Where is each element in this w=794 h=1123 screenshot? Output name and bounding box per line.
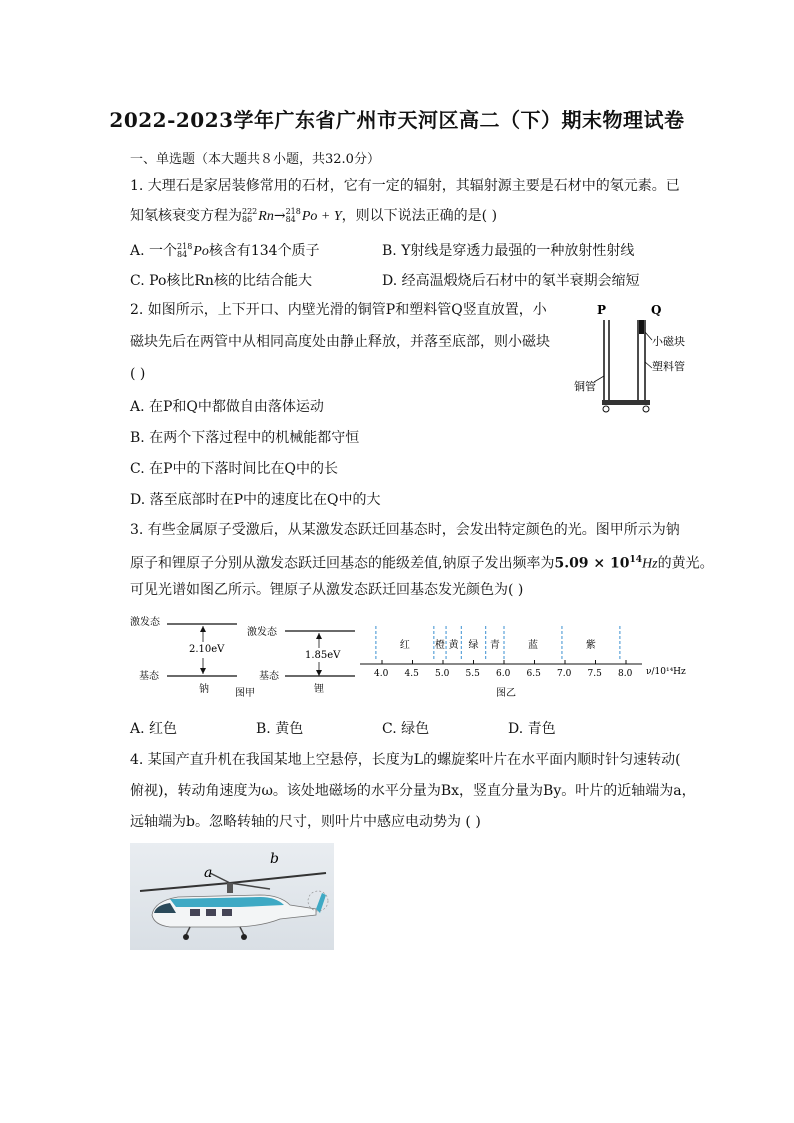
energy-level-figure: [125, 612, 375, 704]
spectrum-axis-unit: ν/10¹⁴Hz: [646, 667, 686, 677]
na-ground-label: 基态: [139, 671, 159, 682]
page-title: 2022-2023学年广东省广州市天河区高二（下）期末物理试卷: [109, 108, 685, 132]
tube-p-label: P: [597, 303, 607, 317]
q3-option-c[interactable]: C. 绿色: [382, 721, 430, 737]
q1-option-c[interactable]: C. Po核比Rn核的比结合能大: [130, 273, 312, 289]
q2-line3: ( ): [130, 366, 146, 382]
q3-option-a[interactable]: A. 红色: [130, 721, 178, 737]
na-label: 钠: [199, 684, 209, 695]
na-excited-label: 激发态: [130, 617, 160, 628]
q3-option-d[interactable]: D. 青色: [508, 721, 556, 737]
figure-b-caption: 图乙: [496, 688, 516, 699]
blade-end-b-label: b: [270, 851, 279, 867]
plastic-tube-label: 塑料管: [652, 360, 685, 373]
na-energy-label: 2.10eV: [189, 644, 225, 655]
q1-option-a[interactable]: A. 一个 218 84 Po核含有134个质子: [130, 242, 320, 259]
spectrum-tick-label: 7.5: [587, 669, 602, 679]
tubes-figure: [572, 300, 702, 416]
q3-option-b[interactable]: B. 黄色: [256, 721, 304, 737]
figure-a-caption: 图甲: [235, 688, 255, 699]
magnet-label: 小磁块: [652, 335, 685, 348]
q3-line2: 原子和锂原子分别从激发态跃迁回基态的能级差值,钠原子发出频率为$5.09 \times 10^{14}Hz$的黄光。: [130, 555, 714, 572]
spectrum-color-label: 黄: [448, 640, 459, 651]
spectrum-tick-label: 4.0: [374, 669, 389, 679]
q3-line1: 3. 有些金属原子受激后，从某激发态跃迁回基态时，会发出特定颜色的光。图甲所示为钠: [130, 522, 680, 538]
section-header: 一、单选题（本大题共８小题，共32.0分）: [130, 152, 380, 167]
q4-line2: 俯视)，转动角速度为ω。该处地磁场的水平分量为Bx，竖直分量为By。叶片的近轴端为a，: [130, 783, 696, 799]
tube-q-label: Q: [651, 303, 662, 317]
helicopter-photo: [130, 843, 334, 950]
spectrum-color-label: 紫: [585, 640, 596, 651]
spectrum-tick-label: 7.0: [557, 669, 572, 679]
q2-line2: 磁块先后在两管中从相同高度处由静止释放，并落至底部，则小磁块: [130, 334, 550, 350]
q2-option-a[interactable]: A. 在P和Q中都做自由落体运动: [130, 399, 324, 415]
q1-line1: 1. 大理石是家居装修常用的石材，它有一定的辐射，其辐射源主要是石材中的氡元素。已: [130, 178, 680, 194]
q2-option-b[interactable]: B. 在两个下落过程中的机械能都守恒: [130, 430, 360, 446]
spectrum-figure: [356, 624, 690, 704]
q1-line2: 知氡核衰变方程为 222 86 Rn→ 218 84 Po + Y，则以下说法正确的是( ): [130, 207, 498, 224]
li-excited-label: 激发态: [247, 627, 277, 638]
spectrum-tick-label: 6.0: [496, 669, 511, 679]
q1-option-b[interactable]: B. Y射线是穿透力最强的一种放射性射线: [382, 243, 635, 259]
q4-line1: 4. 某国产直升机在我国某地上空悬停，长度为L的螺旋桨叶片在水平面内顺时针匀速转动(: [130, 752, 681, 768]
q2-option-c[interactable]: C. 在P中的下落时间比在Q中的长: [130, 461, 339, 477]
blade-end-a-label: a: [204, 865, 213, 881]
li-energy-label: 1.85eV: [305, 650, 341, 661]
q3-line3: 可见光谱如图乙所示。锂原子从激发态跃迁回基态发光颜色为( ): [130, 582, 524, 598]
spectrum-tick-label: 6.5: [526, 669, 541, 679]
spectrum-color-label: 青: [489, 640, 500, 651]
copper-tube-label: 铜管: [574, 380, 596, 393]
li-ground-label: 基态: [259, 671, 279, 682]
spectrum-color-label: 红: [399, 640, 410, 651]
li-label: 锂: [314, 684, 324, 695]
q2-line1: 2. 如图所示，上下开口、内壁光滑的铜管P和塑料管Q竖直放置，小: [130, 302, 547, 318]
q4-line3: 远轴端为b。忽略转轴的尺寸，则叶片中感应电动势为 ( ): [130, 814, 481, 830]
spectrum-tick-label: 4.5: [404, 669, 419, 679]
spectrum-color-label: 绿: [468, 640, 479, 651]
magnet-block: [639, 320, 644, 334]
spectrum-tick-label: 8.0: [618, 669, 633, 679]
spectrum-tick-label: 5.5: [465, 669, 480, 679]
spectrum-color-label: 橙: [434, 640, 445, 651]
q1-option-d[interactable]: D. 经高温煅烧后石材中的氡半衰期会缩短: [382, 273, 640, 289]
spectrum-tick-label: 5.0: [435, 669, 450, 679]
q2-option-d[interactable]: D. 落至底部时在P中的速度比在Q中的大: [130, 492, 381, 508]
spectrum-color-label: 蓝: [527, 640, 538, 651]
base-stand: [602, 400, 650, 405]
